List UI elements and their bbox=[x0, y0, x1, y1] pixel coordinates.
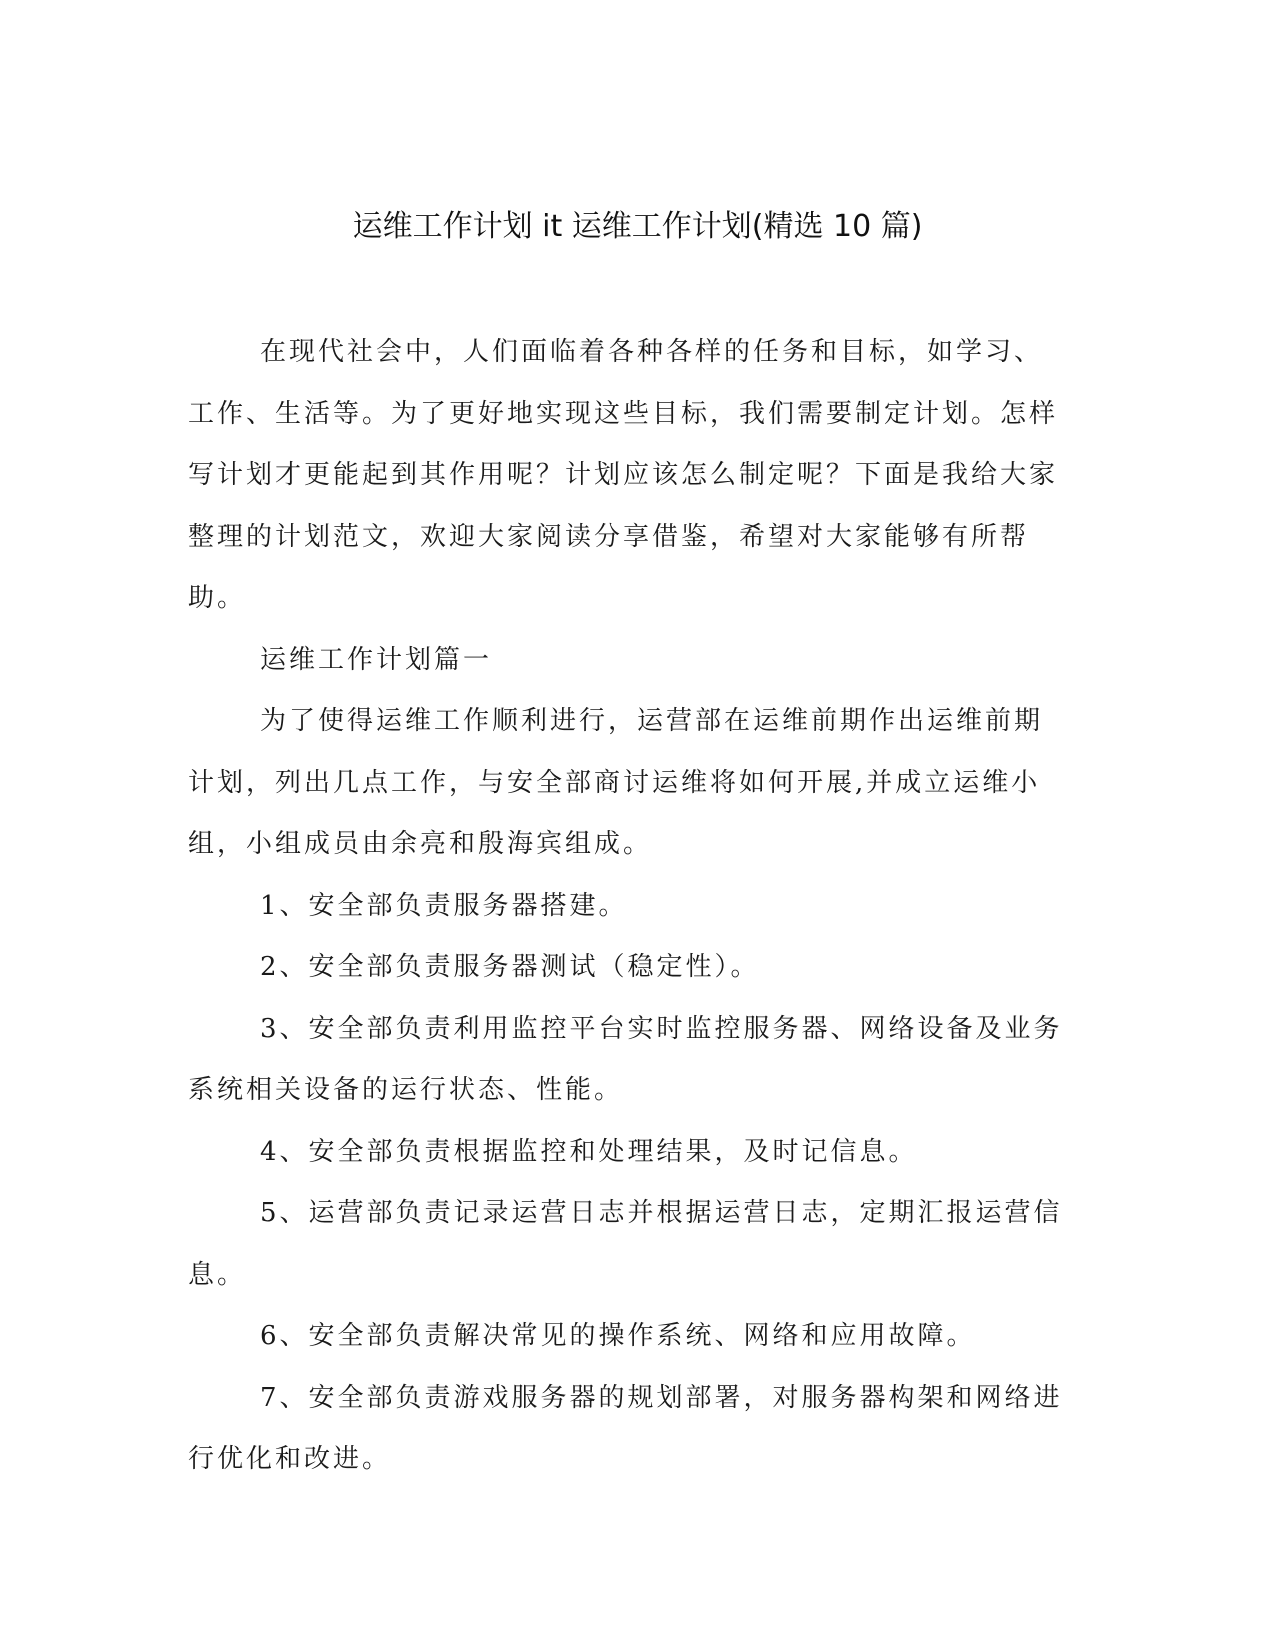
list-item: 7、安全部负责游戏服务器的规划部署，对服务器构架和网络进行优化和改进。 bbox=[188, 1382, 1063, 1474]
list-item: 6、安全部负责解决常见的操作系统、网络和应用故障。 bbox=[260, 1321, 976, 1351]
list-item: 1、安全部负责服务器搭建。 bbox=[260, 890, 628, 921]
list-item: 3、安全部负责利用监控平台实时监控服务器、网络设备及业务系统相关设备的运行状态、性能。 bbox=[188, 1013, 1063, 1105]
list-item: 5、运营部负责记录运营日志并根据运营日志，定期汇报运营信息。 bbox=[188, 1198, 1063, 1290]
document-body bbox=[188, 322, 1068, 1491]
list-item: 2、安全部负责服务器测试（稳定性）。 bbox=[260, 952, 760, 982]
section-heading: 运维工作计划篇一 bbox=[260, 644, 493, 675]
section-paragraph: 为了使得运维工作顺利进行，运营部在运维前期作出运维前期计划，列出几点工作，与安全部商讨运维将如何开展,并成立运维小组，小组成员由余亮和殷海宾组成。 bbox=[188, 706, 1044, 859]
intro-paragraph: 在现代社会中，人们面临着各种各样的任务和目标，如学习、工作、生活等。为了更好地实现这些目标，我们需要制定计划。怎样写计划才更能起到其作用呢？计划应该怎么制定呢？下面是我给大家整理的计划范文，欢迎大家阅读分享借鉴，希望对大家能够有所帮助。 bbox=[188, 337, 1059, 613]
list-item: 4、安全部负责根据监控和处理结果，及时记信息。 bbox=[260, 1136, 918, 1167]
document-title: 运维工作计划 it 运维工作计划(精选 10 篇) bbox=[352, 209, 923, 244]
